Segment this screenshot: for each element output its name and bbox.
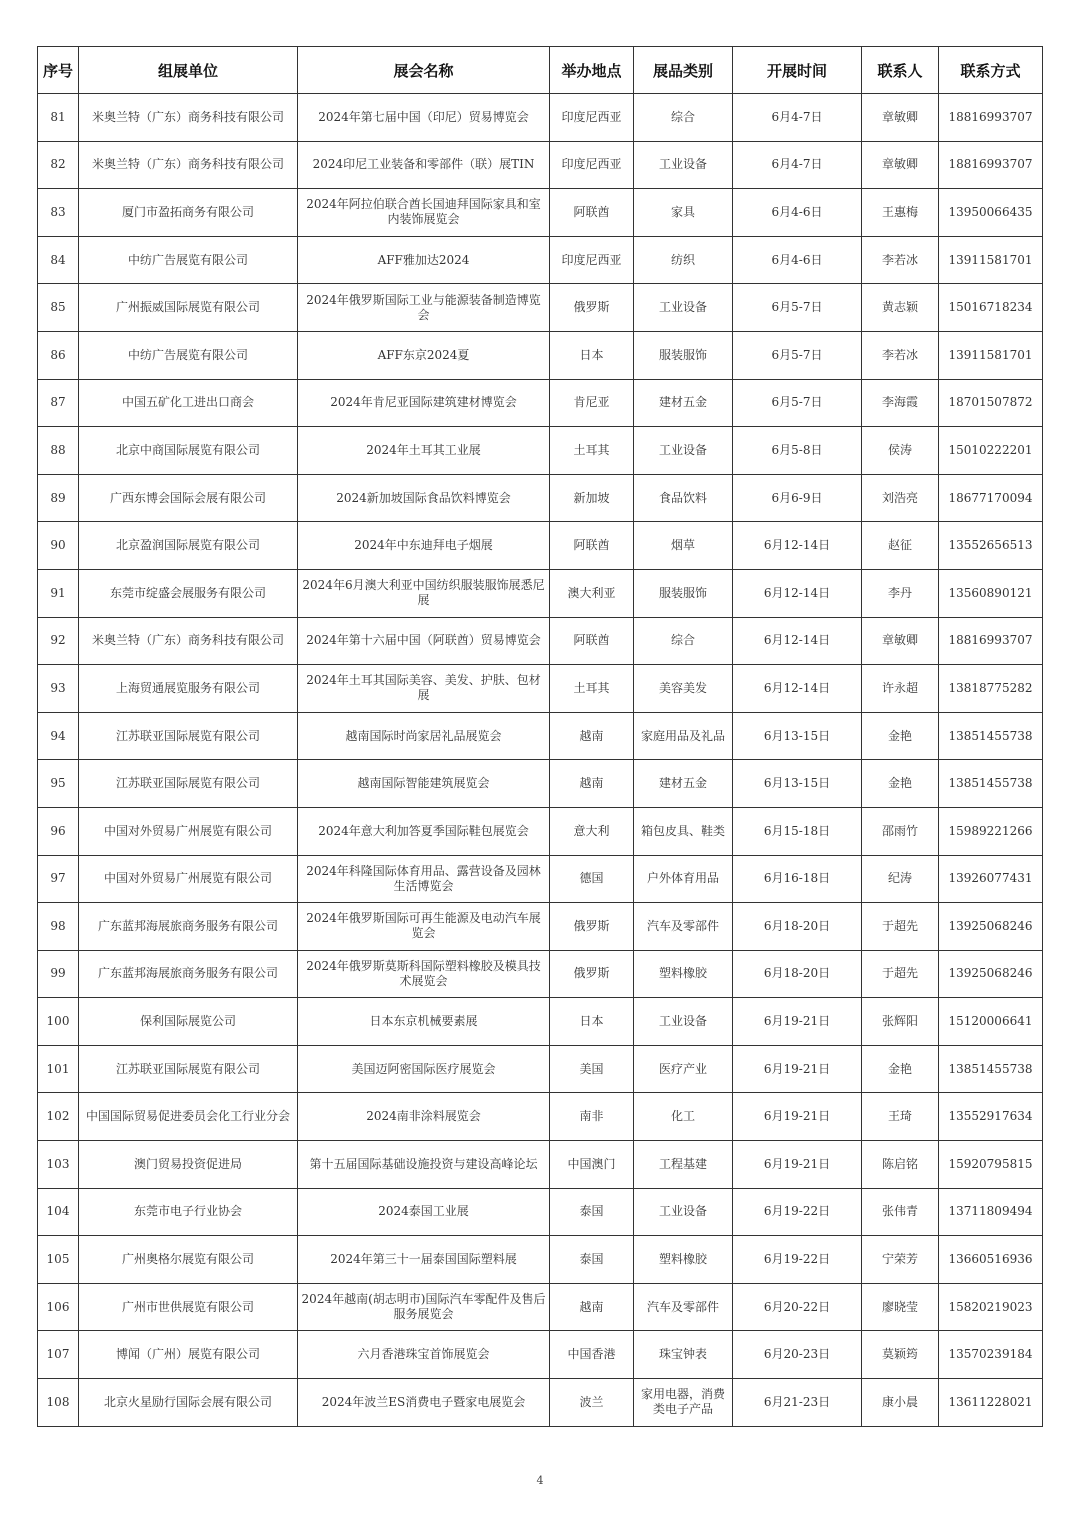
cell-contact-person: 黄志颖 <box>862 284 939 332</box>
cell-index: 86 <box>38 331 79 379</box>
table-row <box>38 379 1043 427</box>
cell-category: 工程基建 <box>634 1141 733 1189</box>
cell-date: 6月12-14日 <box>733 569 862 617</box>
cell-contact-person: 康小晨 <box>862 1379 939 1427</box>
cell-date: 6月13-15日 <box>733 760 862 808</box>
cell-organizer: 米奥兰特（广东）商务科技有限公司 <box>79 94 298 142</box>
cell-category: 服装服饰 <box>634 569 733 617</box>
cell-exhibition: 越南国际时尚家居礼品展览会 <box>298 712 550 760</box>
cell-date: 6月19-22日 <box>733 1188 862 1236</box>
cell-date: 6月13-15日 <box>733 712 862 760</box>
cell-location: 土耳其 <box>550 665 634 713</box>
cell-category: 服装服饰 <box>634 331 733 379</box>
table-row <box>38 1379 1043 1427</box>
cell-index: 93 <box>38 665 79 713</box>
cell-category: 家庭用品及礼品 <box>634 712 733 760</box>
cell-exhibition: AFF东京2024夏 <box>298 331 550 379</box>
cell-category: 医疗产业 <box>634 1045 733 1093</box>
cell-phone: 18701507872 <box>939 379 1043 427</box>
cell-phone: 13851455738 <box>939 1045 1043 1093</box>
cell-phone: 15920795815 <box>939 1141 1043 1189</box>
cell-contact-person: 许永超 <box>862 665 939 713</box>
cell-location: 俄罗斯 <box>550 284 634 332</box>
cell-phone: 13560890121 <box>939 569 1043 617</box>
cell-category: 家具 <box>634 189 733 237</box>
cell-exhibition: 2024年阿拉伯联合酋长国迪拜国际家具和室内装饰展览会 <box>298 189 550 237</box>
cell-date: 6月4-6日 <box>733 236 862 284</box>
cell-category: 综合 <box>634 94 733 142</box>
cell-exhibition: 2024年土耳其工业展 <box>298 427 550 475</box>
cell-contact-person: 陈启铭 <box>862 1141 939 1189</box>
cell-date: 6月19-21日 <box>733 998 862 1046</box>
col-header-index: 序号 <box>38 47 79 94</box>
cell-category: 综合 <box>634 617 733 665</box>
cell-contact-person: 金艳 <box>862 1045 939 1093</box>
cell-organizer: 厦门市盈拓商务有限公司 <box>79 189 298 237</box>
cell-exhibition: 美国迈阿密国际医疗展览会 <box>298 1045 550 1093</box>
cell-location: 阿联酋 <box>550 522 634 570</box>
cell-index: 102 <box>38 1093 79 1141</box>
cell-category: 户外体育用品 <box>634 855 733 903</box>
cell-category: 汽车及零部件 <box>634 1283 733 1331</box>
cell-organizer: 江苏联亚国际展览有限公司 <box>79 1045 298 1093</box>
cell-location: 新加坡 <box>550 474 634 522</box>
cell-date: 6月5-7日 <box>733 284 862 332</box>
cell-organizer: 江苏联亚国际展览有限公司 <box>79 760 298 808</box>
cell-phone: 15120006641 <box>939 998 1043 1046</box>
cell-organizer: 北京盈润国际展览有限公司 <box>79 522 298 570</box>
page-number: 4 <box>536 1474 544 1487</box>
cell-organizer: 广东蓝邦海展旅商务服务有限公司 <box>79 903 298 951</box>
cell-exhibition: 2024泰国工业展 <box>298 1188 550 1236</box>
cell-exhibition: 2024印尼工业装备和零部件（联）展TIN <box>298 141 550 189</box>
cell-organizer: 广东蓝邦海展旅商务服务有限公司 <box>79 950 298 998</box>
col-header-location: 举办地点 <box>550 47 634 94</box>
exhibition-table <box>37 46 1043 1427</box>
cell-organizer: 北京火星励行国际会展有限公司 <box>79 1379 298 1427</box>
cell-category: 纺织 <box>634 236 733 284</box>
cell-contact-person: 赵征 <box>862 522 939 570</box>
cell-location: 俄罗斯 <box>550 950 634 998</box>
cell-location: 日本 <box>550 998 634 1046</box>
cell-category: 工业设备 <box>634 998 733 1046</box>
cell-organizer: 中纺广告展览有限公司 <box>79 331 298 379</box>
cell-phone: 13552656513 <box>939 522 1043 570</box>
cell-exhibition: 2024年第十六届中国（阿联酋）贸易博览会 <box>298 617 550 665</box>
cell-contact-person: 纪涛 <box>862 855 939 903</box>
cell-contact-person: 章敏卿 <box>862 141 939 189</box>
table-row <box>38 1093 1043 1141</box>
cell-phone: 13711809494 <box>939 1188 1043 1236</box>
cell-location: 泰国 <box>550 1188 634 1236</box>
cell-category: 塑料橡胶 <box>634 1236 733 1284</box>
cell-date: 6月19-21日 <box>733 1093 862 1141</box>
cell-phone: 15016718234 <box>939 284 1043 332</box>
table-body <box>38 94 1043 1427</box>
table-row <box>38 855 1043 903</box>
cell-date: 6月6-9日 <box>733 474 862 522</box>
cell-category: 家用电器，消费类电子产品 <box>634 1379 733 1427</box>
cell-organizer: 上海贸通展览服务有限公司 <box>79 665 298 713</box>
cell-phone: 13851455738 <box>939 712 1043 760</box>
cell-location: 肯尼亚 <box>550 379 634 427</box>
cell-organizer: 中国国际贸易促进委员会化工行业分会 <box>79 1093 298 1141</box>
cell-date: 6月18-20日 <box>733 903 862 951</box>
cell-date: 6月4-6日 <box>733 189 862 237</box>
col-header-category: 展品类别 <box>634 47 733 94</box>
cell-contact-person: 李若冰 <box>862 331 939 379</box>
cell-contact-person: 莫颖筠 <box>862 1331 939 1379</box>
table-row <box>38 998 1043 1046</box>
cell-exhibition: 2024年波兰ES消费电子暨家电展览会 <box>298 1379 550 1427</box>
cell-category: 烟草 <box>634 522 733 570</box>
cell-location: 阿联酋 <box>550 189 634 237</box>
cell-phone: 13818775282 <box>939 665 1043 713</box>
table-row <box>38 617 1043 665</box>
cell-exhibition: 2024年俄罗斯国际可再生能源及电动汽车展览会 <box>298 903 550 951</box>
cell-exhibition: 六月香港珠宝首饰展览会 <box>298 1331 550 1379</box>
cell-location: 印度尼西亚 <box>550 236 634 284</box>
col-header-contact-person: 联系人 <box>862 47 939 94</box>
cell-contact-person: 于超先 <box>862 950 939 998</box>
cell-organizer: 中国对外贸易广州展览有限公司 <box>79 807 298 855</box>
cell-location: 南非 <box>550 1093 634 1141</box>
cell-category: 食品饮料 <box>634 474 733 522</box>
cell-contact-person: 王惠梅 <box>862 189 939 237</box>
cell-location: 印度尼西亚 <box>550 141 634 189</box>
table-row <box>38 141 1043 189</box>
cell-exhibition: 2024年意大利加答夏季国际鞋包展览会 <box>298 807 550 855</box>
table-row <box>38 1331 1043 1379</box>
cell-index: 83 <box>38 189 79 237</box>
cell-category: 美容美发 <box>634 665 733 713</box>
cell-index: 103 <box>38 1141 79 1189</box>
cell-phone: 18677170094 <box>939 474 1043 522</box>
cell-exhibition: 2024年第三十一届泰国国际塑料展 <box>298 1236 550 1284</box>
cell-location: 波兰 <box>550 1379 634 1427</box>
cell-phone: 13611228021 <box>939 1379 1043 1427</box>
table-row <box>38 1188 1043 1236</box>
cell-organizer: 广西东博会国际会展有限公司 <box>79 474 298 522</box>
cell-location: 中国香港 <box>550 1331 634 1379</box>
cell-index: 97 <box>38 855 79 903</box>
cell-phone: 13911581701 <box>939 236 1043 284</box>
cell-category: 箱包皮具、鞋类 <box>634 807 733 855</box>
table-row <box>38 1283 1043 1331</box>
cell-contact-person: 李丹 <box>862 569 939 617</box>
cell-location: 意大利 <box>550 807 634 855</box>
cell-location: 越南 <box>550 1283 634 1331</box>
cell-date: 6月15-18日 <box>733 807 862 855</box>
cell-location: 美国 <box>550 1045 634 1093</box>
cell-date: 6月4-7日 <box>733 141 862 189</box>
header-row <box>38 47 1043 94</box>
cell-phone: 15820219023 <box>939 1283 1043 1331</box>
cell-phone: 13926077431 <box>939 855 1043 903</box>
cell-exhibition: 2024年6月澳大利亚中国纺织服装服饰展悉尼展 <box>298 569 550 617</box>
cell-location: 日本 <box>550 331 634 379</box>
cell-date: 6月5-7日 <box>733 379 862 427</box>
cell-contact-person: 刘浩亮 <box>862 474 939 522</box>
cell-category: 工业设备 <box>634 1188 733 1236</box>
cell-index: 99 <box>38 950 79 998</box>
cell-index: 81 <box>38 94 79 142</box>
table-row <box>38 950 1043 998</box>
cell-index: 107 <box>38 1331 79 1379</box>
cell-date: 6月20-22日 <box>733 1283 862 1331</box>
table-row <box>38 1236 1043 1284</box>
table-row <box>38 807 1043 855</box>
cell-contact-person: 邵雨竹 <box>862 807 939 855</box>
col-header-phone: 联系方式 <box>939 47 1043 94</box>
cell-exhibition: 2024年俄罗斯莫斯科国际塑料橡胶及模具技术展览会 <box>298 950 550 998</box>
cell-contact-person: 章敏卿 <box>862 94 939 142</box>
table-row <box>38 331 1043 379</box>
table-row <box>38 760 1043 808</box>
cell-index: 101 <box>38 1045 79 1093</box>
cell-date: 6月19-21日 <box>733 1045 862 1093</box>
cell-contact-person: 李海霞 <box>862 379 939 427</box>
cell-index: 87 <box>38 379 79 427</box>
cell-exhibition: 第十五届国际基础设施投资与建设高峰论坛 <box>298 1141 550 1189</box>
cell-index: 89 <box>38 474 79 522</box>
cell-contact-person: 廖晓莹 <box>862 1283 939 1331</box>
cell-phone: 13925068246 <box>939 903 1043 951</box>
cell-index: 84 <box>38 236 79 284</box>
cell-exhibition: 2024年土耳其国际美容、美发、护肤、包材展 <box>298 665 550 713</box>
col-header-organizer: 组展单位 <box>79 47 298 94</box>
cell-date: 6月21-23日 <box>733 1379 862 1427</box>
cell-category: 建材五金 <box>634 379 733 427</box>
cell-exhibition: 2024年第七届中国（印尼）贸易博览会 <box>298 94 550 142</box>
cell-category: 塑料橡胶 <box>634 950 733 998</box>
table-row <box>38 284 1043 332</box>
cell-date: 6月5-7日 <box>733 331 862 379</box>
table-row <box>38 474 1043 522</box>
cell-index: 100 <box>38 998 79 1046</box>
table-row <box>38 1141 1043 1189</box>
cell-date: 6月20-23日 <box>733 1331 862 1379</box>
cell-contact-person: 张伟青 <box>862 1188 939 1236</box>
cell-phone: 13911581701 <box>939 331 1043 379</box>
cell-date: 6月18-20日 <box>733 950 862 998</box>
cell-index: 104 <box>38 1188 79 1236</box>
cell-exhibition: 2024年科隆国际体育用品、露营设备及园林生活博览会 <box>298 855 550 903</box>
col-header-exhibition: 展会名称 <box>298 47 550 94</box>
cell-index: 85 <box>38 284 79 332</box>
cell-organizer: 江苏联亚国际展览有限公司 <box>79 712 298 760</box>
cell-exhibition: 越南国际智能建筑展览会 <box>298 760 550 808</box>
cell-date: 6月12-14日 <box>733 665 862 713</box>
cell-organizer: 广州奥格尔展览有限公司 <box>79 1236 298 1284</box>
cell-organizer: 东莞市绽盛会展服务有限公司 <box>79 569 298 617</box>
cell-organizer: 米奥兰特（广东）商务科技有限公司 <box>79 617 298 665</box>
cell-index: 91 <box>38 569 79 617</box>
cell-phone: 15989221266 <box>939 807 1043 855</box>
cell-index: 92 <box>38 617 79 665</box>
cell-date: 6月19-21日 <box>733 1141 862 1189</box>
table-row <box>38 903 1043 951</box>
cell-exhibition: 日本东京机械要素展 <box>298 998 550 1046</box>
cell-phone: 18816993707 <box>939 617 1043 665</box>
cell-contact-person: 李若冰 <box>862 236 939 284</box>
cell-exhibition: 2024年俄罗斯国际工业与能源装备制造博览会 <box>298 284 550 332</box>
cell-category: 珠宝钟表 <box>634 1331 733 1379</box>
cell-contact-person: 章敏卿 <box>862 617 939 665</box>
table-row <box>38 522 1043 570</box>
cell-organizer: 中纺广告展览有限公司 <box>79 236 298 284</box>
cell-index: 94 <box>38 712 79 760</box>
cell-exhibition: 2024年肯尼亚国际建筑建材博览会 <box>298 379 550 427</box>
cell-organizer: 中国五矿化工进出口商会 <box>79 379 298 427</box>
cell-date: 6月12-14日 <box>733 522 862 570</box>
cell-contact-person: 于超先 <box>862 903 939 951</box>
cell-organizer: 广州市世供展览有限公司 <box>79 1283 298 1331</box>
cell-phone: 18816993707 <box>939 94 1043 142</box>
cell-date: 6月4-7日 <box>733 94 862 142</box>
cell-phone: 13552917634 <box>939 1093 1043 1141</box>
cell-index: 90 <box>38 522 79 570</box>
cell-contact-person: 金艳 <box>862 760 939 808</box>
cell-location: 泰国 <box>550 1236 634 1284</box>
cell-organizer: 保利国际展览公司 <box>79 998 298 1046</box>
cell-index: 96 <box>38 807 79 855</box>
cell-location: 澳大利亚 <box>550 569 634 617</box>
cell-organizer: 广州振威国际展览有限公司 <box>79 284 298 332</box>
table-row <box>38 236 1043 284</box>
cell-category: 工业设备 <box>634 141 733 189</box>
cell-organizer: 东莞市电子行业协会 <box>79 1188 298 1236</box>
cell-date: 6月5-8日 <box>733 427 862 475</box>
cell-contact-person: 侯涛 <box>862 427 939 475</box>
cell-organizer: 澳门贸易投资促进局 <box>79 1141 298 1189</box>
cell-location: 中国澳门 <box>550 1141 634 1189</box>
cell-category: 汽车及零部件 <box>634 903 733 951</box>
cell-contact-person: 宁荣芳 <box>862 1236 939 1284</box>
cell-exhibition: 2024南非涂料展览会 <box>298 1093 550 1141</box>
cell-index: 82 <box>38 141 79 189</box>
cell-phone: 13660516936 <box>939 1236 1043 1284</box>
cell-date: 6月16-18日 <box>733 855 862 903</box>
cell-category: 工业设备 <box>634 284 733 332</box>
table-row <box>38 94 1043 142</box>
cell-index: 106 <box>38 1283 79 1331</box>
cell-index: 98 <box>38 903 79 951</box>
cell-date: 6月12-14日 <box>733 617 862 665</box>
cell-contact-person: 王琦 <box>862 1093 939 1141</box>
cell-location: 土耳其 <box>550 427 634 475</box>
cell-organizer: 中国对外贸易广州展览有限公司 <box>79 855 298 903</box>
cell-location: 阿联酋 <box>550 617 634 665</box>
cell-exhibition: 2024年中东迪拜电子烟展 <box>298 522 550 570</box>
cell-location: 俄罗斯 <box>550 903 634 951</box>
cell-category: 工业设备 <box>634 427 733 475</box>
cell-index: 105 <box>38 1236 79 1284</box>
cell-phone: 13950066435 <box>939 189 1043 237</box>
cell-phone: 15010222201 <box>939 427 1043 475</box>
cell-contact-person: 金艳 <box>862 712 939 760</box>
cell-date: 6月19-22日 <box>733 1236 862 1284</box>
cell-contact-person: 张辉阳 <box>862 998 939 1046</box>
table-row <box>38 665 1043 713</box>
table-row <box>38 569 1043 617</box>
cell-index: 95 <box>38 760 79 808</box>
cell-location: 印度尼西亚 <box>550 94 634 142</box>
cell-index: 108 <box>38 1379 79 1427</box>
cell-exhibition: 2024年越南(胡志明市)国际汽车零配件及售后服务展览会 <box>298 1283 550 1331</box>
cell-index: 88 <box>38 427 79 475</box>
table-row <box>38 712 1043 760</box>
cell-location: 越南 <box>550 760 634 808</box>
cell-organizer: 博闻（广州）展览有限公司 <box>79 1331 298 1379</box>
cell-phone: 13925068246 <box>939 950 1043 998</box>
cell-exhibition: AFF雅加达2024 <box>298 236 550 284</box>
cell-phone: 18816993707 <box>939 141 1043 189</box>
cell-phone: 13851455738 <box>939 760 1043 808</box>
cell-exhibition: 2024新加坡国际食品饮料博览会 <box>298 474 550 522</box>
cell-location: 越南 <box>550 712 634 760</box>
cell-phone: 13570239184 <box>939 1331 1043 1379</box>
table-row <box>38 427 1043 475</box>
cell-location: 德国 <box>550 855 634 903</box>
col-header-date: 开展时间 <box>733 47 862 94</box>
cell-category: 建材五金 <box>634 760 733 808</box>
table-row <box>38 1045 1043 1093</box>
cell-organizer: 米奥兰特（广东）商务科技有限公司 <box>79 141 298 189</box>
cell-category: 化工 <box>634 1093 733 1141</box>
table-row <box>38 189 1043 237</box>
cell-organizer: 北京中商国际展览有限公司 <box>79 427 298 475</box>
